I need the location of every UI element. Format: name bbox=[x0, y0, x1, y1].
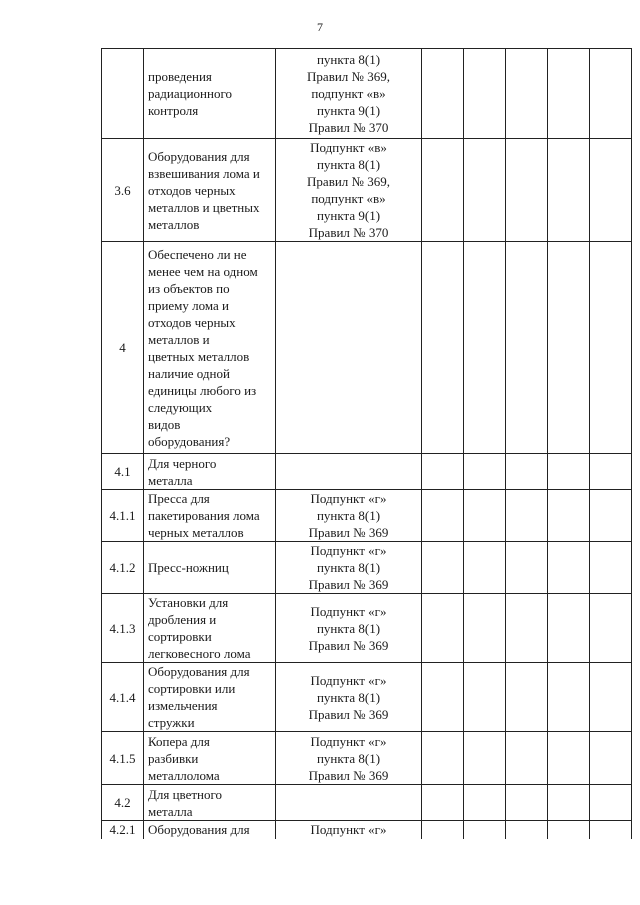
empty-cell bbox=[548, 454, 590, 490]
question-cell: Установки для дробления и сортировки легковесного лома bbox=[144, 594, 276, 663]
empty-cell bbox=[548, 490, 590, 542]
empty-cell bbox=[464, 821, 506, 839]
empty-cell bbox=[422, 49, 464, 139]
empty-cell bbox=[590, 663, 632, 732]
empty-cell bbox=[506, 663, 548, 732]
table-row bbox=[102, 663, 632, 732]
empty-cell bbox=[590, 821, 632, 839]
empty-cell bbox=[548, 49, 590, 139]
reference-cell bbox=[276, 454, 422, 490]
empty-cell bbox=[506, 454, 548, 490]
row-number: 4 bbox=[102, 242, 144, 454]
empty-cell bbox=[506, 594, 548, 663]
empty-cell bbox=[506, 139, 548, 242]
empty-cell bbox=[422, 594, 464, 663]
empty-cell bbox=[590, 139, 632, 242]
empty-cell bbox=[548, 732, 590, 785]
question-cell: Оборудования для сортировки или измельчения стружки bbox=[144, 663, 276, 732]
empty-cell bbox=[422, 454, 464, 490]
reference-cell: Подпункт «г» bbox=[276, 821, 422, 839]
table-row bbox=[102, 785, 632, 821]
reference-cell: Подпункт «г» пункта 8(1) Правил № 369 bbox=[276, 732, 422, 785]
reference-cell: Подпункт «в» пункта 8(1) Правил № 369, подпункт «в» пункта 9(1) Правил № 370 bbox=[276, 139, 422, 242]
empty-cell bbox=[590, 594, 632, 663]
table-row bbox=[102, 242, 632, 454]
row-number: 4.1.1 bbox=[102, 490, 144, 542]
empty-cell bbox=[422, 139, 464, 242]
empty-cell bbox=[548, 139, 590, 242]
row-number: 4.2 bbox=[102, 785, 144, 821]
reference-cell: Подпункт «г» пункта 8(1) Правил № 369 bbox=[276, 490, 422, 542]
empty-cell bbox=[422, 242, 464, 454]
question-cell: Оборудования для взвешивания лома и отходов черных металлов и цветных металлов bbox=[144, 139, 276, 242]
row-number: 4.1.3 bbox=[102, 594, 144, 663]
question-cell: Оборудования для bbox=[144, 821, 276, 839]
table-row bbox=[102, 49, 632, 139]
empty-cell bbox=[548, 663, 590, 732]
empty-cell bbox=[464, 594, 506, 663]
row-number: 4.1.5 bbox=[102, 732, 144, 785]
empty-cell bbox=[422, 785, 464, 821]
empty-cell bbox=[422, 821, 464, 839]
table-row bbox=[102, 139, 632, 242]
empty-cell bbox=[548, 821, 590, 839]
empty-cell bbox=[590, 542, 632, 594]
reference-cell: Подпункт «г» пункта 8(1) Правил № 369 bbox=[276, 663, 422, 732]
empty-cell bbox=[422, 490, 464, 542]
table-row bbox=[102, 732, 632, 785]
empty-cell bbox=[590, 490, 632, 542]
empty-cell bbox=[422, 732, 464, 785]
reference-cell: Подпункт «г» пункта 8(1) Правил № 369 bbox=[276, 542, 422, 594]
empty-cell bbox=[506, 490, 548, 542]
empty-cell bbox=[590, 732, 632, 785]
row-number: 4.1 bbox=[102, 454, 144, 490]
question-cell: Для цветного металла bbox=[144, 785, 276, 821]
empty-cell bbox=[548, 242, 590, 454]
question-cell: Копера для разбивки металлолома bbox=[144, 732, 276, 785]
reference-cell: Подпункт «г» пункта 8(1) Правил № 369 bbox=[276, 594, 422, 663]
question-cell: Пресс-ножниц bbox=[144, 542, 276, 594]
empty-cell bbox=[506, 49, 548, 139]
empty-cell bbox=[590, 454, 632, 490]
empty-cell bbox=[464, 663, 506, 732]
reference-cell bbox=[276, 242, 422, 454]
empty-cell bbox=[590, 785, 632, 821]
table-row bbox=[102, 594, 632, 663]
question-cell: проведения радиационного контроля bbox=[144, 49, 276, 139]
empty-cell bbox=[464, 454, 506, 490]
row-number: 3.6 bbox=[102, 139, 144, 242]
empty-cell bbox=[506, 732, 548, 785]
question-cell: Обеспечено ли не менее чем на одном из объектов по приему лома и отходов черных металлов и цветных металлов наличие одной единицы любого из следующих видов оборудования? bbox=[144, 242, 276, 454]
empty-cell bbox=[464, 49, 506, 139]
row-number: 4.2.1 bbox=[102, 821, 144, 839]
empty-cell bbox=[422, 663, 464, 732]
table-row bbox=[102, 821, 632, 839]
empty-cell bbox=[506, 785, 548, 821]
empty-cell bbox=[548, 785, 590, 821]
row-number: 4.1.4 bbox=[102, 663, 144, 732]
empty-cell bbox=[548, 594, 590, 663]
empty-cell bbox=[506, 821, 548, 839]
empty-cell bbox=[422, 542, 464, 594]
page-number: 7 bbox=[317, 20, 323, 34]
empty-cell bbox=[464, 242, 506, 454]
empty-cell bbox=[590, 242, 632, 454]
reference-cell bbox=[276, 785, 422, 821]
empty-cell bbox=[464, 542, 506, 594]
checklist-table bbox=[101, 48, 632, 839]
question-cell: Пресса для пакетирования лома черных металлов bbox=[144, 490, 276, 542]
empty-cell bbox=[590, 49, 632, 139]
empty-cell bbox=[464, 732, 506, 785]
question-cell: Для черного металла bbox=[144, 454, 276, 490]
table-row bbox=[102, 490, 632, 542]
empty-cell bbox=[506, 242, 548, 454]
row-number: 4.1.2 bbox=[102, 542, 144, 594]
table-row bbox=[102, 454, 632, 490]
reference-cell: пункта 8(1) Правил № 369, подпункт «в» пункта 9(1) Правил № 370 bbox=[276, 49, 422, 139]
empty-cell bbox=[506, 542, 548, 594]
empty-cell bbox=[548, 542, 590, 594]
empty-cell bbox=[464, 785, 506, 821]
row-number bbox=[102, 49, 144, 139]
table-row bbox=[102, 542, 632, 594]
empty-cell bbox=[464, 139, 506, 242]
empty-cell bbox=[464, 490, 506, 542]
